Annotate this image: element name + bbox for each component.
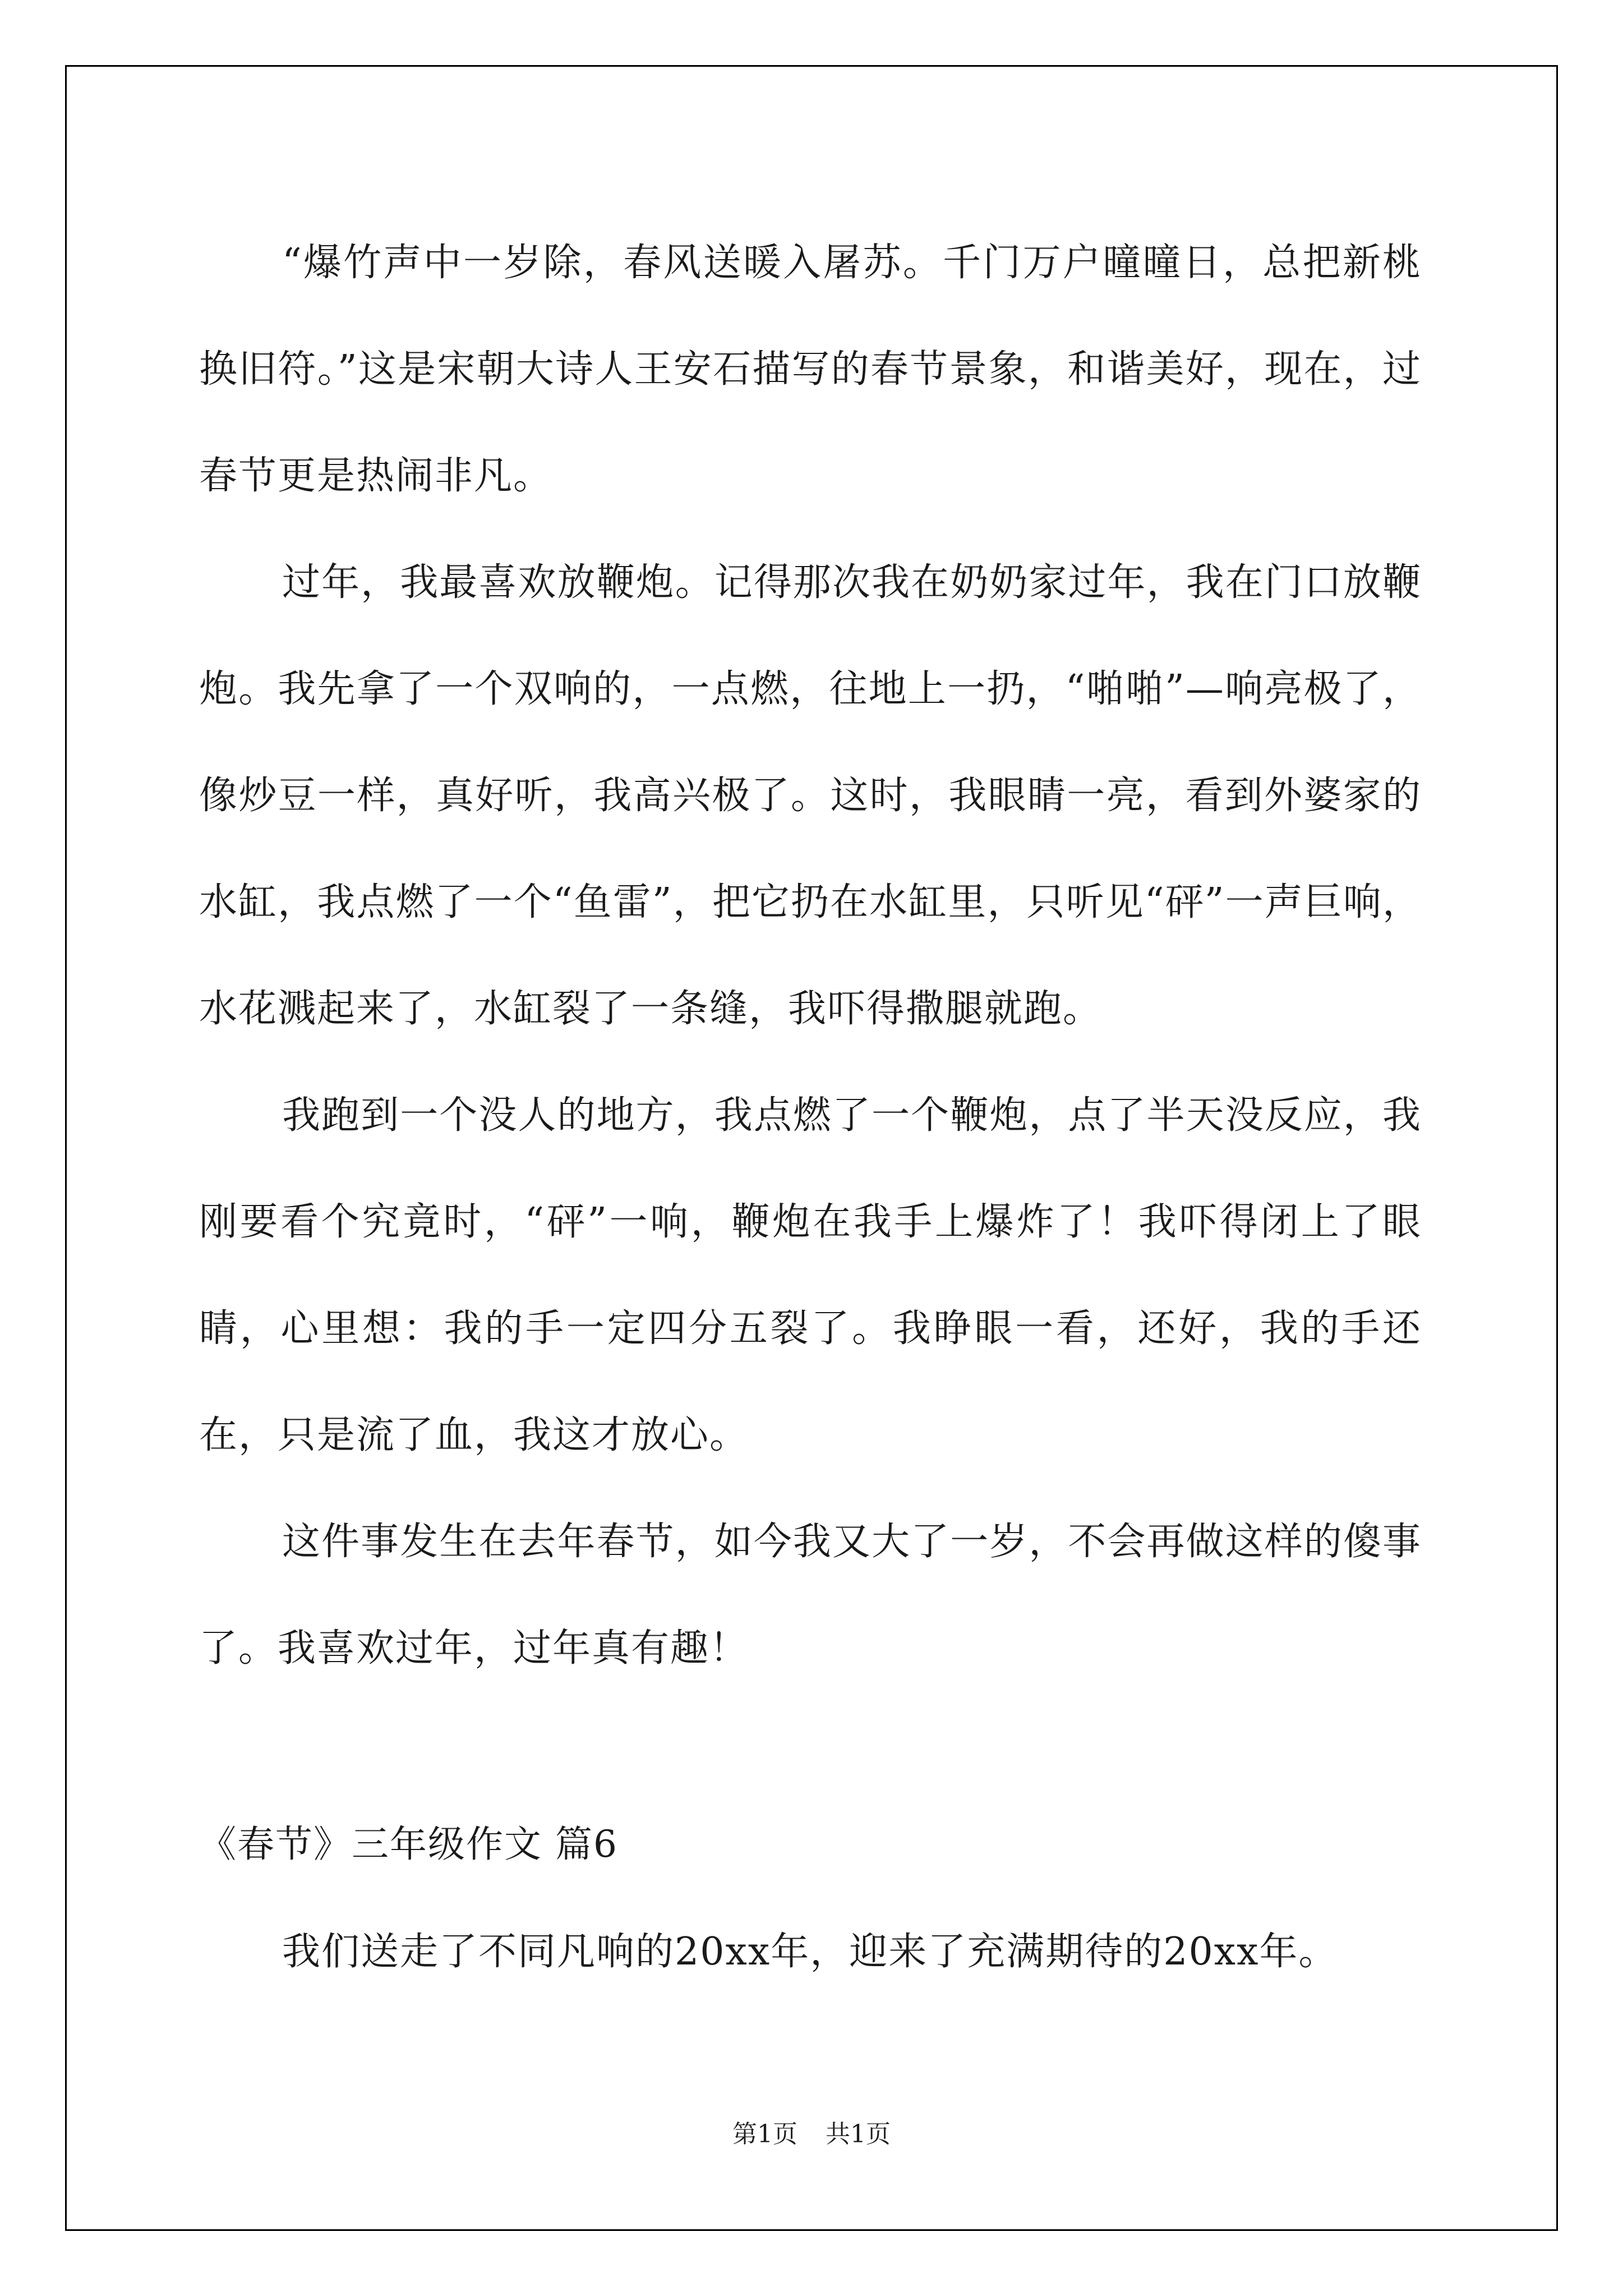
section-heading: 《春节》三年级作文 篇6 — [199, 1823, 618, 1866]
paragraph-1: “爆竹声中一岁除，春风送暖入屠苏。千门万户曈曈日，总把新桃换旧符。”这是宋朝大诗人王安石描写的春节景象，和谐美好，现在，过春节更是热闹非凡。 — [199, 241, 1422, 498]
paragraph-2: 过年，我最喜欢放鞭炮。记得那次我在奶奶家过年，我在门口放鞭炮。我先拿了一个双响的，一点燃，往地上一扔，“啪啪”—响亮极了，像炒豆一样，真好听，我高兴极了。这时，我眼睛一亮，看到外婆家的水缸，我点燃了一个“鱼雷”，把它扔在水缸里，只听见“砰”一声巨响，水花溅起来了，水缸裂了一条缝，我吓得撒腿就跑。 — [199, 560, 1422, 1031]
paragraph-3: 我跑到一个没人的地方，我点燃了一个鞭炮，点了半天没反应，我刚要看个究竟时，“砰”一响，鞭炮在我手上爆炸了！我吓得闭上了眼睛，心里想：我的手一定四分五裂了。我睁眼一看，还好，我的手还在，只是流了血，我这才放心。 — [199, 1093, 1422, 1457]
document-body — [199, 210, 1422, 1702]
page-number: 第1页 — [732, 2120, 797, 2148]
paragraph-5: 我们送走了不同凡响的20xx年，迎来了充满期待的20xx年。 — [282, 1930, 1338, 1974]
page-total: 共1页 — [826, 2120, 891, 2148]
page-footer — [0, 2118, 1623, 2151]
paragraph-4: 这件事发生在去年春节，如今我又大了一岁，不会再做这样的傻事了。我喜欢过年，过年真有趣！ — [199, 1520, 1422, 1671]
